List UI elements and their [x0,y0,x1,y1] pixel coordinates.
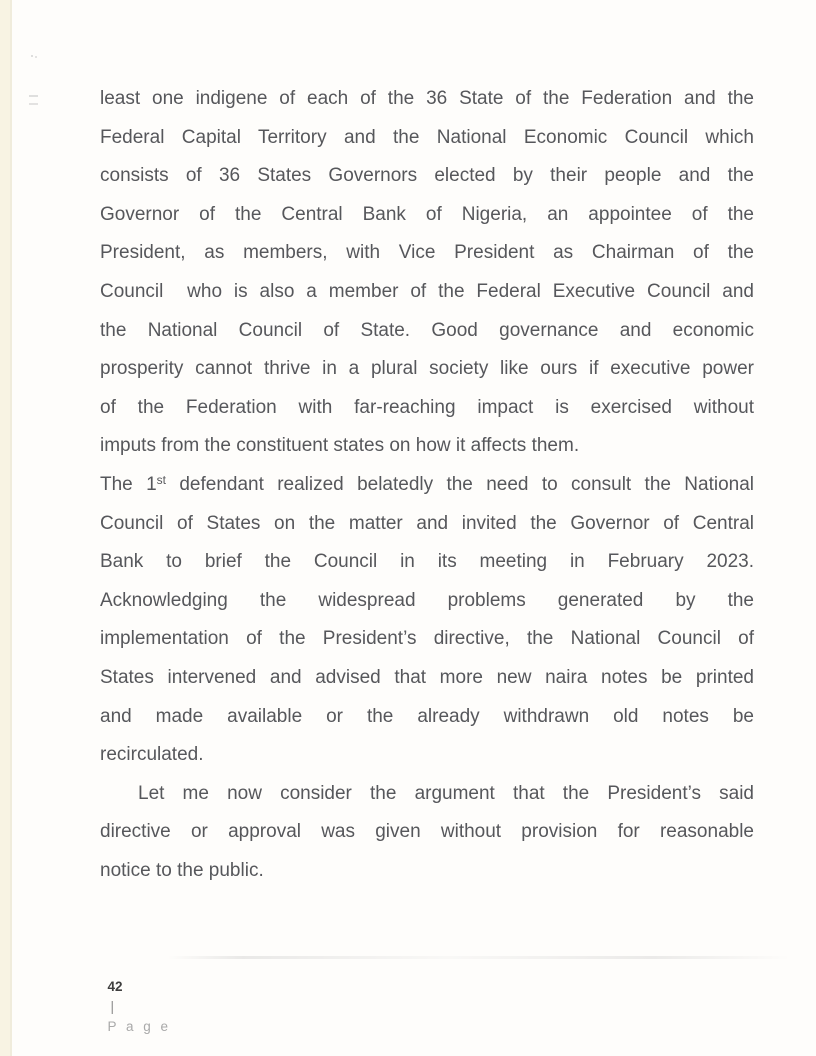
scan-streak [168,956,790,959]
text-line: of the Federation with far-reaching impact is exercised without [100,396,754,418]
text-line: recirculated. [100,744,204,766]
text-line: Governor of the Central Bank of Nigeria, an appointee of the [100,203,754,225]
footer-page-label: P a g e [107,1019,172,1034]
text-line: consists of 36 States Governors elected by their people and the [100,165,754,187]
text-line: directive or approval was given without provision for reasonable [100,821,754,843]
text-line: Bank to brief the Council in its meeting in February 2023. [100,551,754,573]
text-line: Federal Capital Territory and the National Economic Council which [100,126,754,148]
page-number: 42 [107,979,123,994]
text-line: prosperity cannot thrive in a plural society like ours if executive power [100,358,754,380]
text-line: Council of States on the matter and invited the Governor of Central [100,512,754,534]
text-line: least one indigene of each of the 36 State of the Federation and the [100,88,754,109]
scan-speck-top [31,55,33,57]
text-line: Acknowledging the widespread problems generated by the [100,589,754,611]
document-body [100,80,754,890]
text-line: Council who is also a member of the Federal Executive Council and [100,280,754,302]
text-line: President, as members, with Vice President as Chairman of the [100,242,754,264]
page-footer [100,957,172,1034]
text-line: Let me now consider the argument that the President’s said [138,782,754,804]
text-line: notice to the public. [100,859,264,881]
text-line: the National Council of State. Good governance and economic [100,319,754,341]
footer-separator: | [110,999,115,1014]
text-line: implementation of the President’s directive, the National Council of [100,628,754,650]
scan-edge-strip [0,0,10,1056]
text-line: and made available or the already withdrawn old notes be [100,705,754,727]
text-line: imputs from the constituent states on how it affects them. [100,435,580,457]
text-line: The 1st defendant realized belatedly the need to consult the National [100,472,754,495]
scan-edge-line [10,0,12,1056]
scan-speck-bottom [29,95,38,105]
text-line: States intervened and advised that more new naira notes be printed [100,666,754,688]
